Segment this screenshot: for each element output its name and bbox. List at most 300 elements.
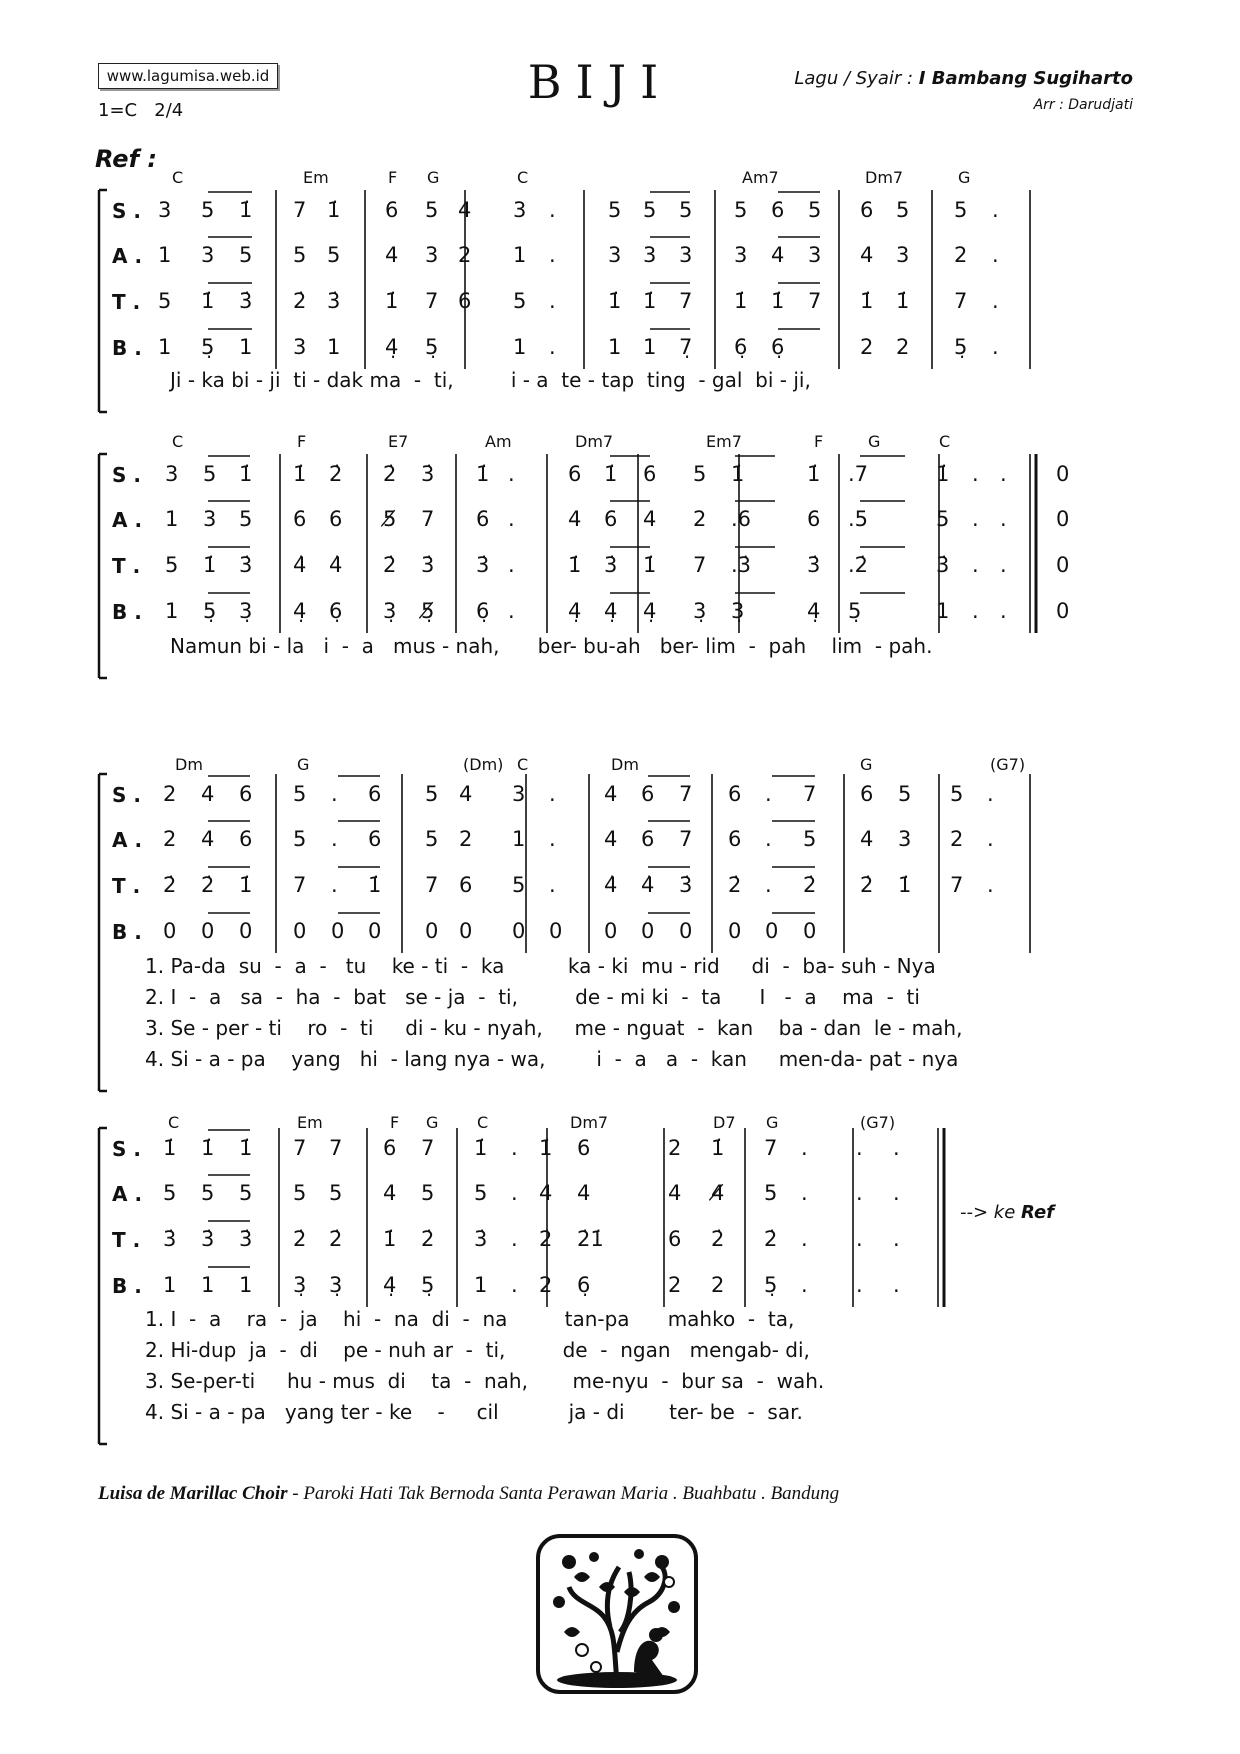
note-digit: 5 bbox=[163, 1181, 177, 1205]
chord-symbol: G bbox=[860, 755, 873, 774]
part-label: T . bbox=[112, 554, 141, 578]
note-digit: 0 bbox=[425, 919, 439, 943]
note-digit: 5̣ bbox=[954, 335, 968, 359]
note-digit: 3 bbox=[734, 243, 748, 267]
note-digit: 3 bbox=[165, 462, 179, 486]
note-digit: . bbox=[765, 827, 772, 851]
part-label: B . bbox=[112, 1274, 142, 1298]
note-digit: 6 bbox=[368, 827, 382, 851]
note-digit: . bbox=[801, 1136, 808, 1160]
note-digit: 1̇ bbox=[327, 198, 341, 222]
note-digit: 7 bbox=[421, 507, 435, 531]
lyric-line: 1. Pa-da su - a - tu ke - ti - ka ka - ki mu - rid di - ba- suh - Nya bbox=[145, 954, 936, 978]
note-digit: 1̇ bbox=[771, 289, 785, 313]
note-digit: 6 bbox=[568, 462, 582, 486]
note-digit: . bbox=[801, 1181, 808, 1205]
part-label: B . bbox=[112, 600, 142, 624]
note-digit: . bbox=[1000, 462, 1007, 486]
part-label: B . bbox=[112, 920, 142, 944]
chord-symbol: Dm7 bbox=[570, 1113, 609, 1132]
note-digit: 4̣ bbox=[383, 1273, 397, 1297]
note-digit: 3̇ bbox=[239, 1227, 253, 1251]
composer-label: Lagu / Syair : bbox=[794, 68, 919, 89]
note-digit: 1̇ bbox=[568, 553, 582, 577]
note-digit: 7 bbox=[425, 873, 439, 897]
note-digit: 6 bbox=[728, 827, 742, 851]
note-digit: 3̇ bbox=[421, 553, 435, 577]
note-digit: 1̇ bbox=[163, 1136, 177, 1160]
note-digit: . bbox=[893, 1136, 900, 1160]
note-digit: 2̇1̇ bbox=[577, 1227, 604, 1251]
chord-symbol: G bbox=[426, 1113, 439, 1132]
note-digit: 4̸ bbox=[711, 1181, 725, 1205]
note-digit: 5 bbox=[896, 198, 910, 222]
note-digit: 1̇ bbox=[539, 1136, 553, 1160]
note-digit: . bbox=[765, 873, 772, 897]
note-digit: 4 bbox=[577, 1181, 591, 1205]
note-digit: 6 bbox=[577, 1136, 591, 1160]
chord-symbol: Dm7 bbox=[865, 168, 904, 187]
note-digit: 1 bbox=[513, 243, 527, 267]
chord-symbol: Em bbox=[297, 1113, 323, 1132]
note-digit: 1̇ bbox=[368, 873, 382, 897]
note-digit: 3̣ bbox=[293, 1273, 307, 1297]
note-digit: 1 bbox=[239, 335, 253, 359]
note-digit: 7 bbox=[693, 553, 707, 577]
note-digit: 3 bbox=[643, 243, 657, 267]
website-label: www.lagumisa.web.id bbox=[98, 63, 278, 89]
note-digit: 6̣ bbox=[771, 335, 785, 359]
chord-symbol: Dm bbox=[175, 755, 203, 774]
note-digit: 6 bbox=[641, 782, 655, 806]
note-digit: 5 bbox=[329, 1181, 343, 1205]
chord-symbol: F bbox=[390, 1113, 400, 1132]
note-digit: 1̇ bbox=[643, 553, 657, 577]
note-digit: 6 bbox=[728, 782, 742, 806]
part-label: A . bbox=[112, 244, 143, 268]
note-digit: 5 bbox=[327, 243, 341, 267]
note-digit: 6 bbox=[668, 1227, 682, 1251]
note-digit: 5 bbox=[512, 873, 526, 897]
note-digit: 5 bbox=[954, 198, 968, 222]
note-digit: 0 bbox=[765, 919, 779, 943]
note-digit: 2̇ bbox=[421, 1227, 435, 1251]
note-digit: 0 bbox=[368, 919, 382, 943]
note-digit: 6 bbox=[860, 198, 874, 222]
note-digit: 5 bbox=[203, 462, 217, 486]
note-digit: 5 bbox=[803, 827, 817, 851]
note-digit: 1 bbox=[608, 335, 622, 359]
note-digit: 3 bbox=[512, 782, 526, 806]
to-ref-instruction bbox=[960, 1202, 1054, 1223]
note-digit: 1̇ bbox=[385, 289, 399, 313]
part-label: A . bbox=[112, 1182, 143, 1206]
note-digit: 6 bbox=[383, 1136, 397, 1160]
note-digit: 1̇ bbox=[293, 462, 307, 486]
part-label: T . bbox=[112, 290, 141, 314]
note-digit: 2̇ bbox=[293, 1227, 307, 1251]
note-digit: 2̇ bbox=[329, 1227, 343, 1251]
key-signature: 1=C 2/4 bbox=[98, 100, 184, 121]
note-digit: 2̇ bbox=[163, 873, 177, 897]
note-digit: . bbox=[508, 507, 515, 531]
note-digit: 4 bbox=[668, 1181, 682, 1205]
note-digit: 6 bbox=[385, 198, 399, 222]
note-digit: 4̇ bbox=[329, 553, 343, 577]
note-digit: . bbox=[987, 782, 994, 806]
note-digit: . bbox=[856, 1273, 863, 1297]
note-digit: 4 bbox=[383, 1181, 397, 1205]
note-digit: 2 bbox=[954, 243, 968, 267]
note-digit: 2̇ bbox=[329, 462, 343, 486]
note-digit: . bbox=[801, 1273, 808, 1297]
note-digit: 1 bbox=[513, 335, 527, 359]
note-digit: 1̇ bbox=[731, 462, 745, 486]
lyric-line: Namun bi - la i - a mus - nah, ber- bu-ah ber- lim - pah lim - pah. bbox=[170, 634, 933, 658]
note-digit: 5 bbox=[421, 1181, 435, 1205]
note-digit: 3 bbox=[898, 827, 912, 851]
note-digit: 0 bbox=[201, 919, 215, 943]
note-digit: 6 bbox=[604, 507, 618, 531]
lyric-line: 4. Si - a - pa yang ter - ke - cil ja - di ter- be - sar. bbox=[145, 1400, 803, 1424]
arranger-credit: Arr : Darudjati bbox=[1033, 97, 1133, 113]
note-digit: . bbox=[987, 873, 994, 897]
note-digit: . bbox=[1000, 553, 1007, 577]
note-digit: 3 bbox=[808, 243, 822, 267]
note-digit: 4̇ bbox=[641, 873, 655, 897]
note-digit: 1 bbox=[158, 335, 172, 359]
chord-symbol: C bbox=[172, 168, 184, 187]
chord-symbol: Em7 bbox=[706, 432, 742, 451]
choir-name: Luisa de Marillac Choir bbox=[98, 1483, 288, 1504]
note-digit: 2̇ bbox=[764, 1227, 778, 1251]
chord-symbol: Dm7 bbox=[575, 432, 614, 451]
note-digit: 1 bbox=[165, 599, 179, 623]
note-digit: 2̇ bbox=[728, 873, 742, 897]
chord-symbol: C bbox=[517, 755, 529, 774]
part-label: A . bbox=[112, 828, 143, 852]
note-digit: 7 bbox=[293, 873, 307, 897]
note-digit: 2̇ bbox=[860, 873, 874, 897]
note-digit: 1 bbox=[474, 1273, 488, 1297]
note-digit: 3̣ bbox=[693, 599, 707, 623]
footer-credit bbox=[98, 1483, 839, 1505]
note-digit: 7 bbox=[808, 289, 822, 313]
note-digit: 5 bbox=[936, 507, 950, 531]
note-digit: 6̣ bbox=[476, 599, 490, 623]
note-digit: 0 bbox=[331, 919, 345, 943]
note-digit: 1̇ bbox=[201, 289, 215, 313]
song-title: BIJI bbox=[527, 55, 673, 109]
note-digit: 2 bbox=[693, 507, 707, 531]
note-digit: 3̇ bbox=[239, 553, 253, 577]
note-digit: 5 bbox=[679, 198, 693, 222]
note-digit: 6 bbox=[476, 507, 490, 531]
note-digit: 1̇ bbox=[936, 462, 950, 486]
note-digit: 1̇ bbox=[474, 1136, 488, 1160]
note-digit: . bbox=[992, 198, 999, 222]
note-digit: 3̣ bbox=[383, 599, 397, 623]
chord-symbol: G bbox=[958, 168, 971, 187]
note-digit: 5 bbox=[239, 507, 253, 531]
part-label: A . bbox=[112, 508, 143, 532]
tree-logo-image bbox=[534, 1532, 700, 1696]
note-digit: 5 bbox=[693, 462, 707, 486]
note-digit: 1 bbox=[163, 1273, 177, 1297]
note-digit: 5 bbox=[293, 827, 307, 851]
lyric-line: 2. Hi-dup ja - di pe - nuh ar - ti, de - ngan mengab- di, bbox=[145, 1338, 810, 1362]
note-digit: 4 bbox=[860, 243, 874, 267]
lyric-line: 3. Se - per - ti ro - ti di - ku - nyah, me - nguat - kan ba - dan le - mah, bbox=[145, 1016, 963, 1040]
note-digit: 5̣ bbox=[425, 335, 439, 359]
note-digit: 5 bbox=[734, 198, 748, 222]
note-digit: 2 bbox=[711, 1273, 725, 1297]
note-digit: 7 bbox=[329, 1136, 343, 1160]
note-digit: 5̣ bbox=[203, 599, 217, 623]
note-digit: 5 bbox=[165, 553, 179, 577]
note-digit: 2̇ bbox=[293, 289, 307, 313]
note-digit: 4 bbox=[539, 1181, 553, 1205]
note-digit: 3 bbox=[158, 198, 172, 222]
note-digit: 3̇ bbox=[604, 553, 618, 577]
part-label: S . bbox=[112, 783, 141, 807]
note-digit: 6̣ bbox=[329, 599, 343, 623]
note-digit: 1̇ bbox=[896, 289, 910, 313]
note-digit: . bbox=[549, 198, 556, 222]
note-digit: 5 bbox=[950, 782, 964, 806]
note-digit: 3̇ bbox=[421, 462, 435, 486]
note-digit: 5 bbox=[425, 827, 439, 851]
note-digit: 4 bbox=[643, 507, 657, 531]
note-digit: . bbox=[511, 1136, 518, 1160]
note-digit: . bbox=[856, 1227, 863, 1251]
note-digit: 7̣ bbox=[679, 335, 693, 359]
note-digit: 4 bbox=[201, 827, 215, 851]
note-digit: 5̣ bbox=[201, 335, 215, 359]
note-digit: 1̇ bbox=[898, 873, 912, 897]
note-digit: .2̇ bbox=[848, 553, 869, 577]
note-digit: 1̇ bbox=[239, 1136, 253, 1160]
note-digit: 1̇ bbox=[807, 462, 821, 486]
part-label: B . bbox=[112, 336, 142, 360]
note-digit: 5 bbox=[201, 1181, 215, 1205]
note-digit: 7 bbox=[293, 198, 307, 222]
note-digit: 5̣ bbox=[421, 1273, 435, 1297]
note-digit: 7 bbox=[421, 1136, 435, 1160]
note-digit: 7 bbox=[679, 289, 693, 313]
lyric-line: 4. Si - a - pa yang hi - lang nya - wa, i - a a - kan men-da- pat - nya bbox=[145, 1047, 959, 1071]
chord-symbol: (G7) bbox=[990, 755, 1026, 774]
part-label: T . bbox=[112, 874, 141, 898]
note-digit: 0 bbox=[1056, 553, 1070, 577]
note-digit: 7 bbox=[954, 289, 968, 313]
chord-symbol: Am bbox=[485, 432, 512, 451]
note-digit: 2 bbox=[163, 782, 177, 806]
note-digit: 4̣ bbox=[807, 599, 821, 623]
note-digit: 4̇ bbox=[604, 873, 618, 897]
note-digit: 0 bbox=[641, 919, 655, 943]
note-digit: 3̇ bbox=[936, 553, 950, 577]
note-digit: 3̇ bbox=[476, 553, 490, 577]
note-digit: 0 bbox=[239, 919, 253, 943]
note-digit: . bbox=[549, 782, 556, 806]
note-digit: 4̣ bbox=[385, 335, 399, 359]
chord-symbol: (G7) bbox=[860, 1113, 896, 1132]
note-digit: 5 bbox=[474, 1181, 488, 1205]
note-digit: 7 bbox=[679, 827, 693, 851]
note-digit: 4̇ bbox=[293, 553, 307, 577]
note-digit: . bbox=[508, 553, 515, 577]
note-digit: 3̇ bbox=[201, 1227, 215, 1251]
note-digit: 4 bbox=[459, 782, 473, 806]
note-digit: 0 bbox=[1056, 599, 1070, 623]
note-digit: 0 bbox=[1056, 462, 1070, 486]
lyric-line: Ji - ka bi - ji ti - dak ma - ti, i - a te - tap ting - gal bi - ji, bbox=[170, 368, 811, 392]
note-digit: . bbox=[992, 289, 999, 313]
chord-symbol: (Dm) bbox=[463, 755, 504, 774]
note-digit: 1 bbox=[936, 599, 950, 623]
note-digit: 5 bbox=[425, 782, 439, 806]
note-digit: 2 bbox=[950, 827, 964, 851]
note-digit: 4̣ bbox=[568, 599, 582, 623]
note-digit: 2̇ bbox=[201, 873, 215, 897]
note-digit: 7 bbox=[679, 782, 693, 806]
note-digit: 6 bbox=[807, 507, 821, 531]
note-digit: 3 bbox=[896, 243, 910, 267]
note-digit: 3̇ bbox=[807, 553, 821, 577]
note-digit: 3 bbox=[201, 243, 215, 267]
note-digit: . bbox=[801, 1227, 808, 1251]
part-label: S . bbox=[112, 199, 141, 223]
note-digit: 1 bbox=[643, 335, 657, 359]
ref-label: Ref : bbox=[95, 145, 157, 173]
note-digit: 0 bbox=[1056, 507, 1070, 531]
note-digit: 6 bbox=[239, 782, 253, 806]
note-digit: 2 bbox=[860, 335, 874, 359]
note-digit: 2 bbox=[163, 827, 177, 851]
note-digit: 0 bbox=[679, 919, 693, 943]
part-label: T . bbox=[112, 1228, 141, 1252]
note-digit: 5 bbox=[201, 198, 215, 222]
note-digit: 5 bbox=[513, 289, 527, 313]
note-digit: 1̇ bbox=[239, 873, 253, 897]
note-digit: 4 bbox=[860, 827, 874, 851]
note-digit: 1 bbox=[512, 827, 526, 851]
note-digit: 3̇ bbox=[679, 873, 693, 897]
chord-symbol: F bbox=[814, 432, 824, 451]
note-digit: 5 bbox=[898, 782, 912, 806]
note-digit: . bbox=[972, 599, 979, 623]
note-digit: 7 bbox=[293, 1136, 307, 1160]
note-digit: 1̇ bbox=[201, 1136, 215, 1160]
note-digit: . bbox=[972, 553, 979, 577]
note-digit: 3̣ bbox=[731, 599, 745, 623]
chord-symbol: G bbox=[766, 1113, 779, 1132]
chord-symbol: C bbox=[517, 168, 529, 187]
note-digit: 1̇ bbox=[476, 462, 490, 486]
note-digit: . bbox=[549, 335, 556, 359]
parish-info: - Paroki Hati Tak Bernoda Santa Perawan Maria . Buahbatu . Bandung bbox=[287, 1483, 840, 1504]
note-digit: .6 bbox=[731, 507, 752, 531]
note-digit: 4 bbox=[604, 782, 618, 806]
part-label: S . bbox=[112, 463, 141, 487]
note-digit: 6 bbox=[368, 782, 382, 806]
note-digit: 4̣ bbox=[293, 599, 307, 623]
note-digit: .5 bbox=[848, 507, 869, 531]
note-digit: 5̣ bbox=[848, 599, 862, 623]
note-digit: 0 bbox=[163, 919, 177, 943]
note-digit: 5 bbox=[293, 782, 307, 806]
note-digit: 5 bbox=[425, 198, 439, 222]
note-digit: 3̇ bbox=[239, 289, 253, 313]
note-digit: 0 bbox=[459, 919, 473, 943]
note-digit: 6 bbox=[860, 782, 874, 806]
note-digit: 1 bbox=[201, 1273, 215, 1297]
note-digit: 5 bbox=[239, 1181, 253, 1205]
note-digit: 3̇ bbox=[163, 1227, 177, 1251]
note-digit: . bbox=[511, 1227, 518, 1251]
chord-symbol: C bbox=[939, 432, 951, 451]
note-digit: 4 bbox=[568, 507, 582, 531]
note-digit: 3 bbox=[513, 198, 527, 222]
note-digit: . bbox=[893, 1181, 900, 1205]
part-label: S . bbox=[112, 1137, 141, 1161]
note-digit: 3̇ bbox=[474, 1227, 488, 1251]
note-digit: . bbox=[508, 599, 515, 623]
note-digit: 3 bbox=[679, 243, 693, 267]
chord-symbol: G bbox=[297, 755, 310, 774]
note-digit: 1̇ bbox=[383, 1227, 397, 1251]
note-digit: . bbox=[1000, 507, 1007, 531]
note-digit: . bbox=[331, 827, 338, 851]
chord-symbol: E7 bbox=[388, 432, 409, 451]
note-digit: . bbox=[856, 1136, 863, 1160]
note-digit: 4 bbox=[385, 243, 399, 267]
note-digit: .7 bbox=[848, 462, 869, 486]
note-digit: 4 bbox=[458, 198, 472, 222]
note-digit: 5̸ bbox=[383, 507, 397, 531]
note-digit: 1̇ bbox=[203, 553, 217, 577]
note-digit: 7 bbox=[425, 289, 439, 313]
note-digit: 0 bbox=[728, 919, 742, 943]
note-digit: 5̣ bbox=[764, 1273, 778, 1297]
note-digit: .3̇ bbox=[731, 553, 752, 577]
note-digit: . bbox=[987, 827, 994, 851]
chord-symbol: C bbox=[168, 1113, 180, 1132]
note-digit: 6 bbox=[459, 873, 473, 897]
note-digit: . bbox=[765, 782, 772, 806]
note-digit: . bbox=[331, 782, 338, 806]
chord-symbol: Dm bbox=[611, 755, 639, 774]
note-digit: 2̇ bbox=[711, 1227, 725, 1251]
note-digit: 0 bbox=[549, 919, 563, 943]
note-digit: 5 bbox=[764, 1181, 778, 1205]
note-digit: 3̇ bbox=[327, 289, 341, 313]
note-digit: 1̇ bbox=[711, 1136, 725, 1160]
lyric-line: 3. Se-per-ti hu - mus di ta - nah, me-nyu - bur sa - wah. bbox=[145, 1369, 825, 1393]
chord-symbol: Am7 bbox=[742, 168, 779, 187]
to-ref-target: Ref bbox=[1021, 1202, 1055, 1223]
note-digit: . bbox=[549, 289, 556, 313]
note-digit: 1̇ bbox=[604, 462, 618, 486]
to-ref-prefix: --> ke bbox=[960, 1202, 1022, 1223]
note-digit: . bbox=[893, 1273, 900, 1297]
note-digit: 5 bbox=[293, 1181, 307, 1205]
chord-symbol: F bbox=[297, 432, 307, 451]
note-digit: 3̣ bbox=[329, 1273, 343, 1297]
note-digit: 2̇ bbox=[383, 553, 397, 577]
note-digit: 1̇ bbox=[734, 289, 748, 313]
